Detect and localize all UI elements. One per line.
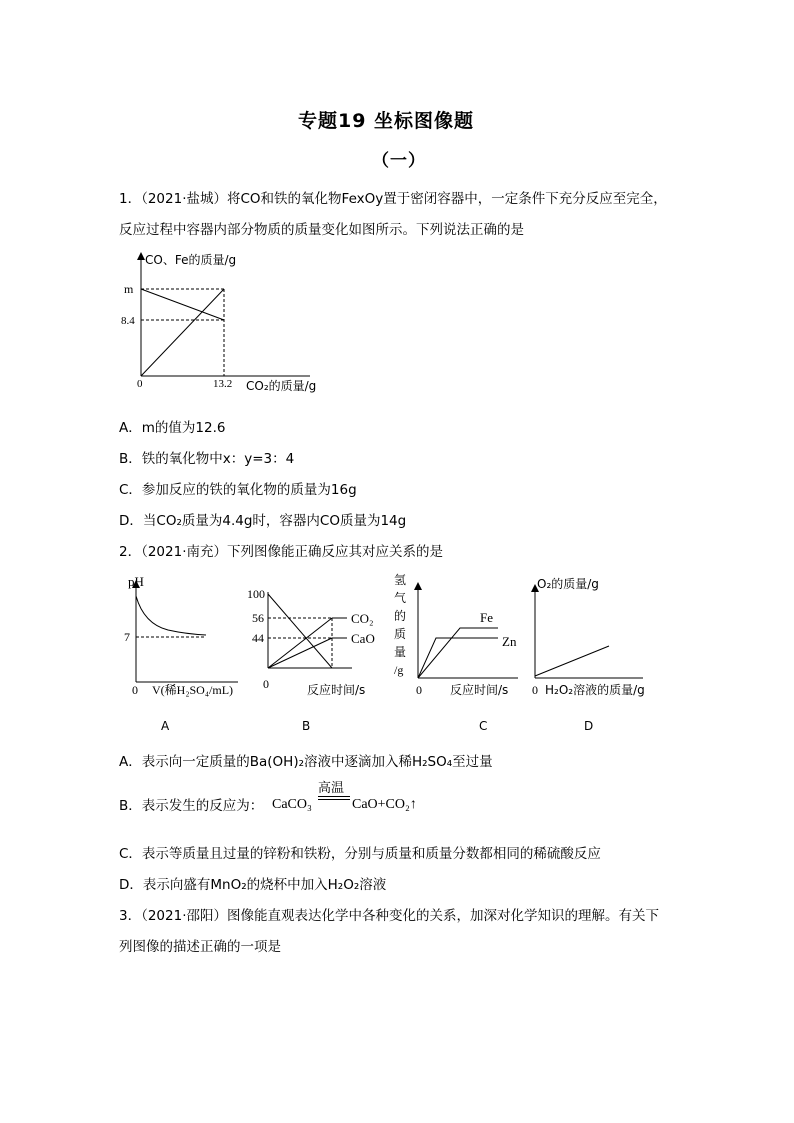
q2a-ylabel: pH bbox=[128, 574, 144, 589]
q2c-xlabel: 反应时间/s bbox=[450, 683, 509, 697]
q3-stem-line2: 列图像的描述正确的一项是 bbox=[119, 939, 281, 955]
q2b-origin: 0 bbox=[263, 677, 269, 691]
q1-option-b: B．铁的氧化物中x：y=3：4 bbox=[119, 451, 295, 467]
q2b-t100: 100 bbox=[247, 587, 265, 601]
page-title: 专题19 坐标图像题 bbox=[298, 110, 475, 132]
q2c-origin: 0 bbox=[416, 683, 422, 697]
q2b-cao-label: CaO bbox=[351, 631, 375, 646]
q2-stem: 2．（2021·南充）下列图像能正确反应其对应关系的是 bbox=[119, 544, 443, 560]
q2b-t44: 44 bbox=[252, 631, 264, 645]
q2c-ylabel-2: 的 bbox=[394, 609, 407, 623]
q3-stem-line1: 3．（2021·邵阳）图像能直观表达化学中各种变化的关系，加深对化学知识的理解。有关下 bbox=[119, 908, 659, 924]
q2a-origin: 0 bbox=[132, 683, 138, 697]
q2b-line-caco3 bbox=[268, 594, 332, 668]
q2-option-b-prefix: B．表示发生的反应为： bbox=[119, 798, 264, 814]
q2d-xlabel: H₂O₂溶液的质量/g bbox=[545, 683, 645, 697]
q1-origin: 0 bbox=[137, 378, 143, 390]
q2c-ylabel-1: 气 bbox=[394, 591, 407, 605]
q1-chart bbox=[120, 250, 340, 398]
q1-tick-84: 8.4 bbox=[121, 315, 135, 327]
q2-option-a: A．表示向一定质量的Ba(OH)₂溶液中逐滴加入稀H₂SO₄至过量 bbox=[119, 754, 493, 770]
q2b-caption: B bbox=[302, 719, 311, 733]
q2a-caption: A bbox=[161, 719, 170, 733]
q1-stem-line2: 反应过程中容器内部分物质的质量变化如图所示。下列说法正确的是 bbox=[119, 222, 524, 238]
q2c-ylabel-4: 量 bbox=[394, 645, 407, 659]
q2a-xlabel: V(稀H₂SO₄/mL) bbox=[152, 683, 234, 697]
q2-chart-a bbox=[120, 572, 250, 737]
q1-line-fe bbox=[141, 289, 224, 376]
q2c-line-fe bbox=[418, 628, 498, 678]
equation-reactant: CaCO₃ bbox=[272, 797, 312, 812]
equation-condition: 高温 bbox=[318, 781, 345, 796]
q2-option-d: D．表示向盛有MnO₂的烧杯中加入H₂O₂溶液 bbox=[119, 877, 387, 893]
q1-y-arrow bbox=[137, 252, 145, 260]
q1-option-c: C．参加反应的铁的氧化物的质量为16g bbox=[119, 482, 357, 498]
q2d-line-o2 bbox=[535, 646, 609, 676]
q2c-line-zn bbox=[418, 638, 498, 678]
q2-chart-c bbox=[390, 568, 530, 738]
q2c-fe-label: Fe bbox=[480, 610, 493, 625]
q2-chart-d bbox=[527, 572, 677, 737]
q2c-caption: C bbox=[479, 719, 488, 733]
q2a-curve bbox=[136, 596, 206, 635]
q2d-ylabel: O₂的质量/g bbox=[537, 577, 599, 591]
q1-ylabel: CO、Fe的质量/g bbox=[145, 253, 237, 267]
equation-product: CaO+CO₂↑ bbox=[352, 797, 417, 812]
q2-option-c: C．表示等质量且过量的锌粉和铁粉，分别与质量和质量分数都相同的稀硫酸反应 bbox=[119, 846, 601, 862]
q2c-ylabel-5: /g bbox=[394, 663, 404, 677]
q2b-xlabel: 反应时间/s bbox=[307, 683, 366, 697]
q2d-origin: 0 bbox=[532, 683, 538, 697]
q1-xlabel: CO₂的质量/g bbox=[246, 379, 317, 393]
q1-stem-line1: 1．（2021·盐城）将CO和铁的氧化物FexOy置于密闭容器中，一定条件下充分反应至完全， bbox=[119, 191, 667, 207]
q2-chart-b bbox=[246, 572, 396, 737]
q1-option-d: D．当CO₂质量为4.4g时，容器内CO质量为14g bbox=[119, 513, 407, 529]
q2b-t56: 56 bbox=[252, 611, 264, 625]
q2c-zn-label: Zn bbox=[502, 634, 517, 649]
q1-option-a: A．m的值为12.6 bbox=[119, 420, 226, 436]
q1-tick-m: m bbox=[124, 282, 134, 296]
section-heading: （一） bbox=[372, 151, 426, 171]
equation-equals bbox=[318, 796, 350, 800]
q2d-caption: D bbox=[584, 719, 594, 733]
q1-line-co bbox=[141, 289, 224, 320]
q2a-tick7: 7 bbox=[124, 630, 130, 644]
q1-tick-132: 13.2 bbox=[213, 378, 233, 390]
q2c-ylabel-0: 氢 bbox=[394, 573, 407, 587]
q2c-ylabel-3: 质 bbox=[394, 627, 407, 641]
q2b-co2-label: CO₂ bbox=[351, 611, 374, 626]
